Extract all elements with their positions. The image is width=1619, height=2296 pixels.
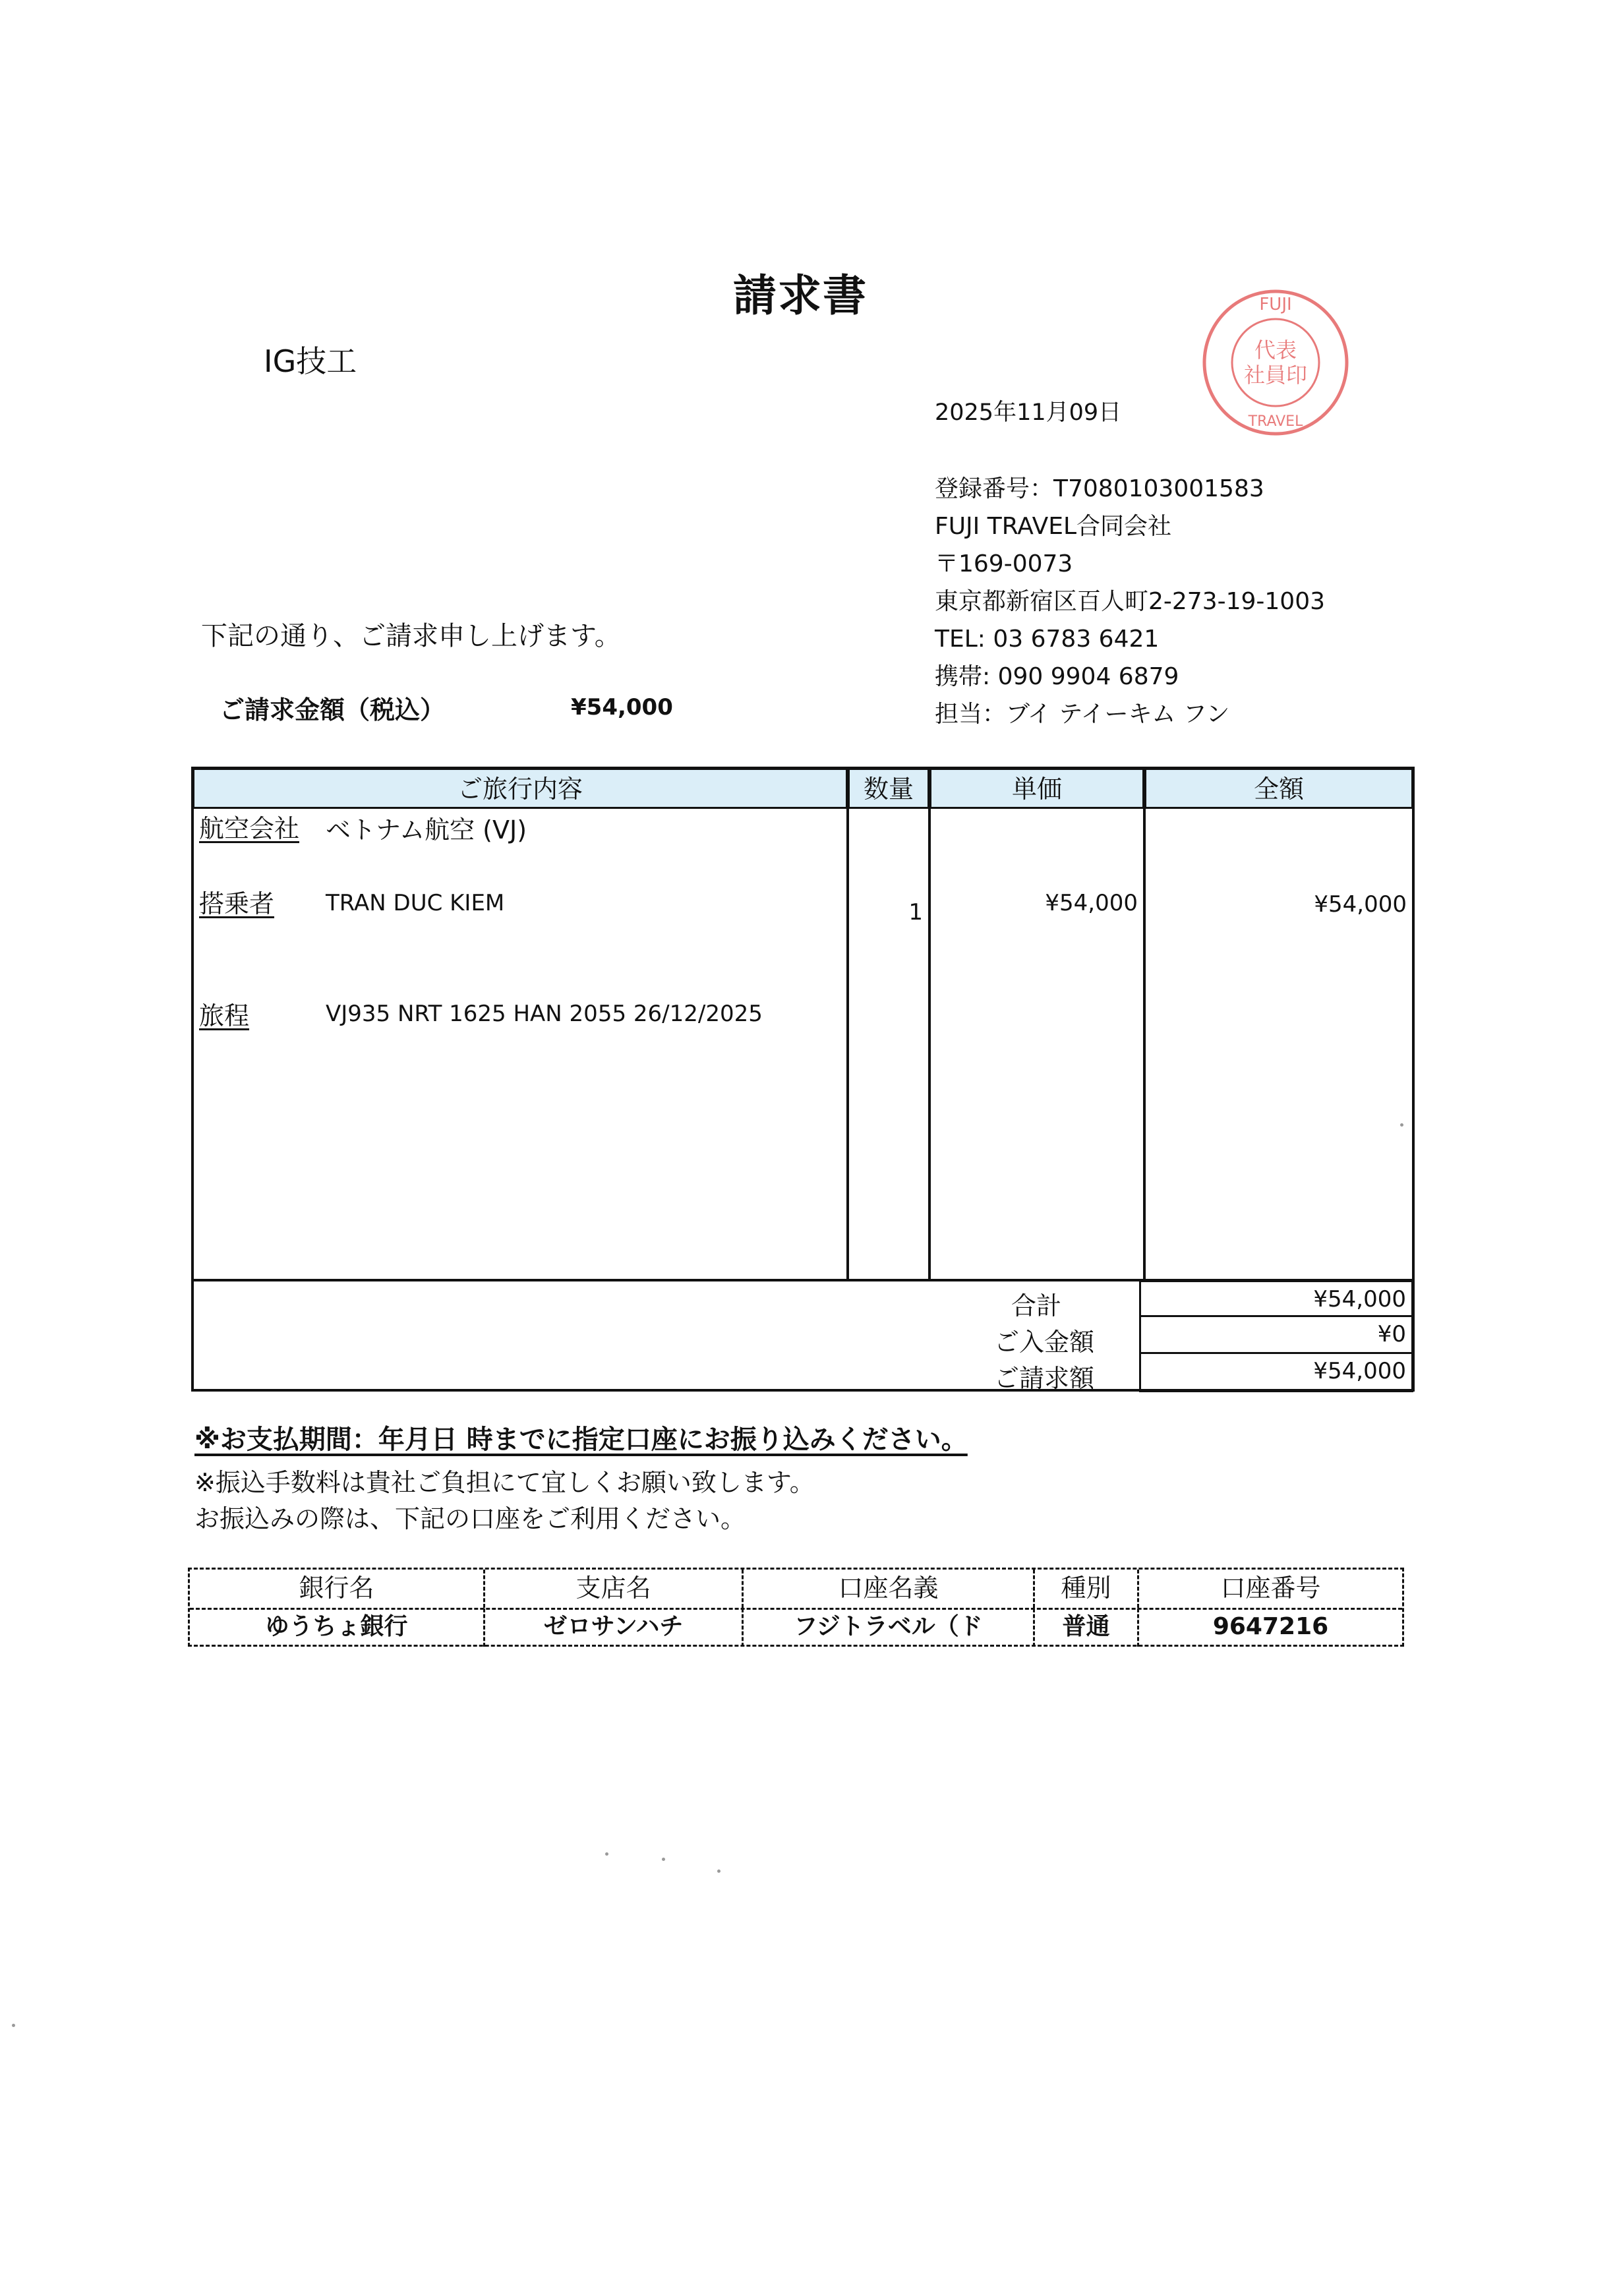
- airline-value: ベトナム航空 (VJ): [326, 815, 527, 844]
- subtotal-value: ¥54,000: [1139, 1280, 1413, 1317]
- intro-text: 下記の通り、ご請求申し上げます。: [201, 621, 621, 651]
- itinerary-label: 旅程: [199, 1001, 250, 1030]
- scan-speck: [662, 1858, 665, 1861]
- issue-date: 2025年11月09日: [935, 399, 1122, 426]
- billed-label: ご請求額: [993, 1364, 1094, 1393]
- scan-speck: [12, 2024, 15, 2027]
- account-holder-value: フジトラベル（ド: [744, 1608, 1035, 1647]
- account-number-value: 9647216: [1212, 1613, 1329, 1640]
- paid-value: ¥0: [1139, 1317, 1413, 1354]
- account-usage-note: お振込みの際は、下記の口座をご利用ください。: [194, 1504, 746, 1533]
- itinerary-value: VJ935 NRT 1625 HAN 2055 26/12/2025: [326, 1001, 763, 1027]
- contact-person: 担当：ブイ テイーキム フン: [935, 701, 1230, 728]
- registration-number: 登録番号：T7080103001583: [935, 475, 1264, 502]
- account-type-value: 普通: [1035, 1608, 1139, 1647]
- header-quantity: 数量: [848, 768, 929, 809]
- passenger-label: 搭乗者: [199, 889, 275, 918]
- bank-header-holder: 口座名義: [744, 1570, 1035, 1608]
- issuer-block: [935, 470, 1325, 733]
- company-seal-stamp: [1196, 283, 1355, 442]
- header-unit-price: 単価: [929, 768, 1144, 809]
- bank-value-row: [190, 1608, 1402, 1647]
- header-total: 全額: [1144, 768, 1413, 809]
- svg-text:社員印: 社員印: [1243, 363, 1308, 388]
- svg-text:代表: 代表: [1254, 338, 1297, 363]
- airline-label: 航空会社: [199, 814, 300, 843]
- total-price-value: ¥54,000: [1314, 891, 1407, 918]
- svg-text:FUJI: FUJI: [1259, 295, 1292, 314]
- bank-account-table: [188, 1568, 1404, 1647]
- bank-header-name: 銀行名: [190, 1570, 485, 1608]
- unit-price-value: ¥54,000: [1045, 890, 1138, 916]
- client-name: IG技工: [264, 343, 357, 379]
- quantity-value: 1: [908, 899, 923, 926]
- transfer-fee-note: ※振込手数料は貴社ご負担にて宜しくお願い致します。: [194, 1468, 815, 1497]
- billed-value: ¥54,000: [1139, 1354, 1413, 1392]
- bank-header-row: [190, 1570, 1402, 1610]
- document-title: 請求書: [733, 270, 868, 321]
- paid-label: ご入金額: [993, 1328, 1094, 1357]
- subtotal-label: 合計: [1011, 1291, 1061, 1320]
- scan-speck: [605, 1852, 608, 1856]
- scan-speck: [1400, 1123, 1403, 1127]
- postal-code: 〒169-0073: [935, 550, 1073, 577]
- payment-deadline-notice: ※お支払期間：年月日 時までに指定口座にお振り込みください。: [194, 1425, 968, 1455]
- mobile-number: 携帯: 090 9904 6879: [935, 663, 1179, 690]
- amount-label: ご請求金額（税込）: [220, 695, 446, 724]
- header-description: ご旅行内容: [192, 768, 848, 809]
- column-divider: [928, 768, 931, 1281]
- branch-name-value: ゼロサンハチ: [485, 1608, 744, 1647]
- bank-name-value: ゆうちょ銀行: [190, 1608, 485, 1647]
- svg-text:TRAVEL: TRAVEL: [1248, 413, 1303, 430]
- bank-header-branch: 支店名: [485, 1570, 744, 1608]
- company-name: FUJI TRAVEL合同会社: [935, 513, 1172, 540]
- column-divider: [1143, 768, 1146, 1281]
- column-divider: [846, 768, 849, 1281]
- bank-header-type: 種別: [1035, 1570, 1139, 1608]
- bank-header-number: 口座番号: [1220, 1574, 1321, 1603]
- phone-number: TEL: 03 6783 6421: [935, 626, 1160, 653]
- company-address: 東京都新宿区百人町2-273-19-1003: [935, 588, 1326, 615]
- passenger-value: TRAN DUC KIEM: [326, 890, 505, 916]
- amount-value: ¥54,000: [571, 694, 673, 721]
- scan-speck: [717, 1869, 721, 1873]
